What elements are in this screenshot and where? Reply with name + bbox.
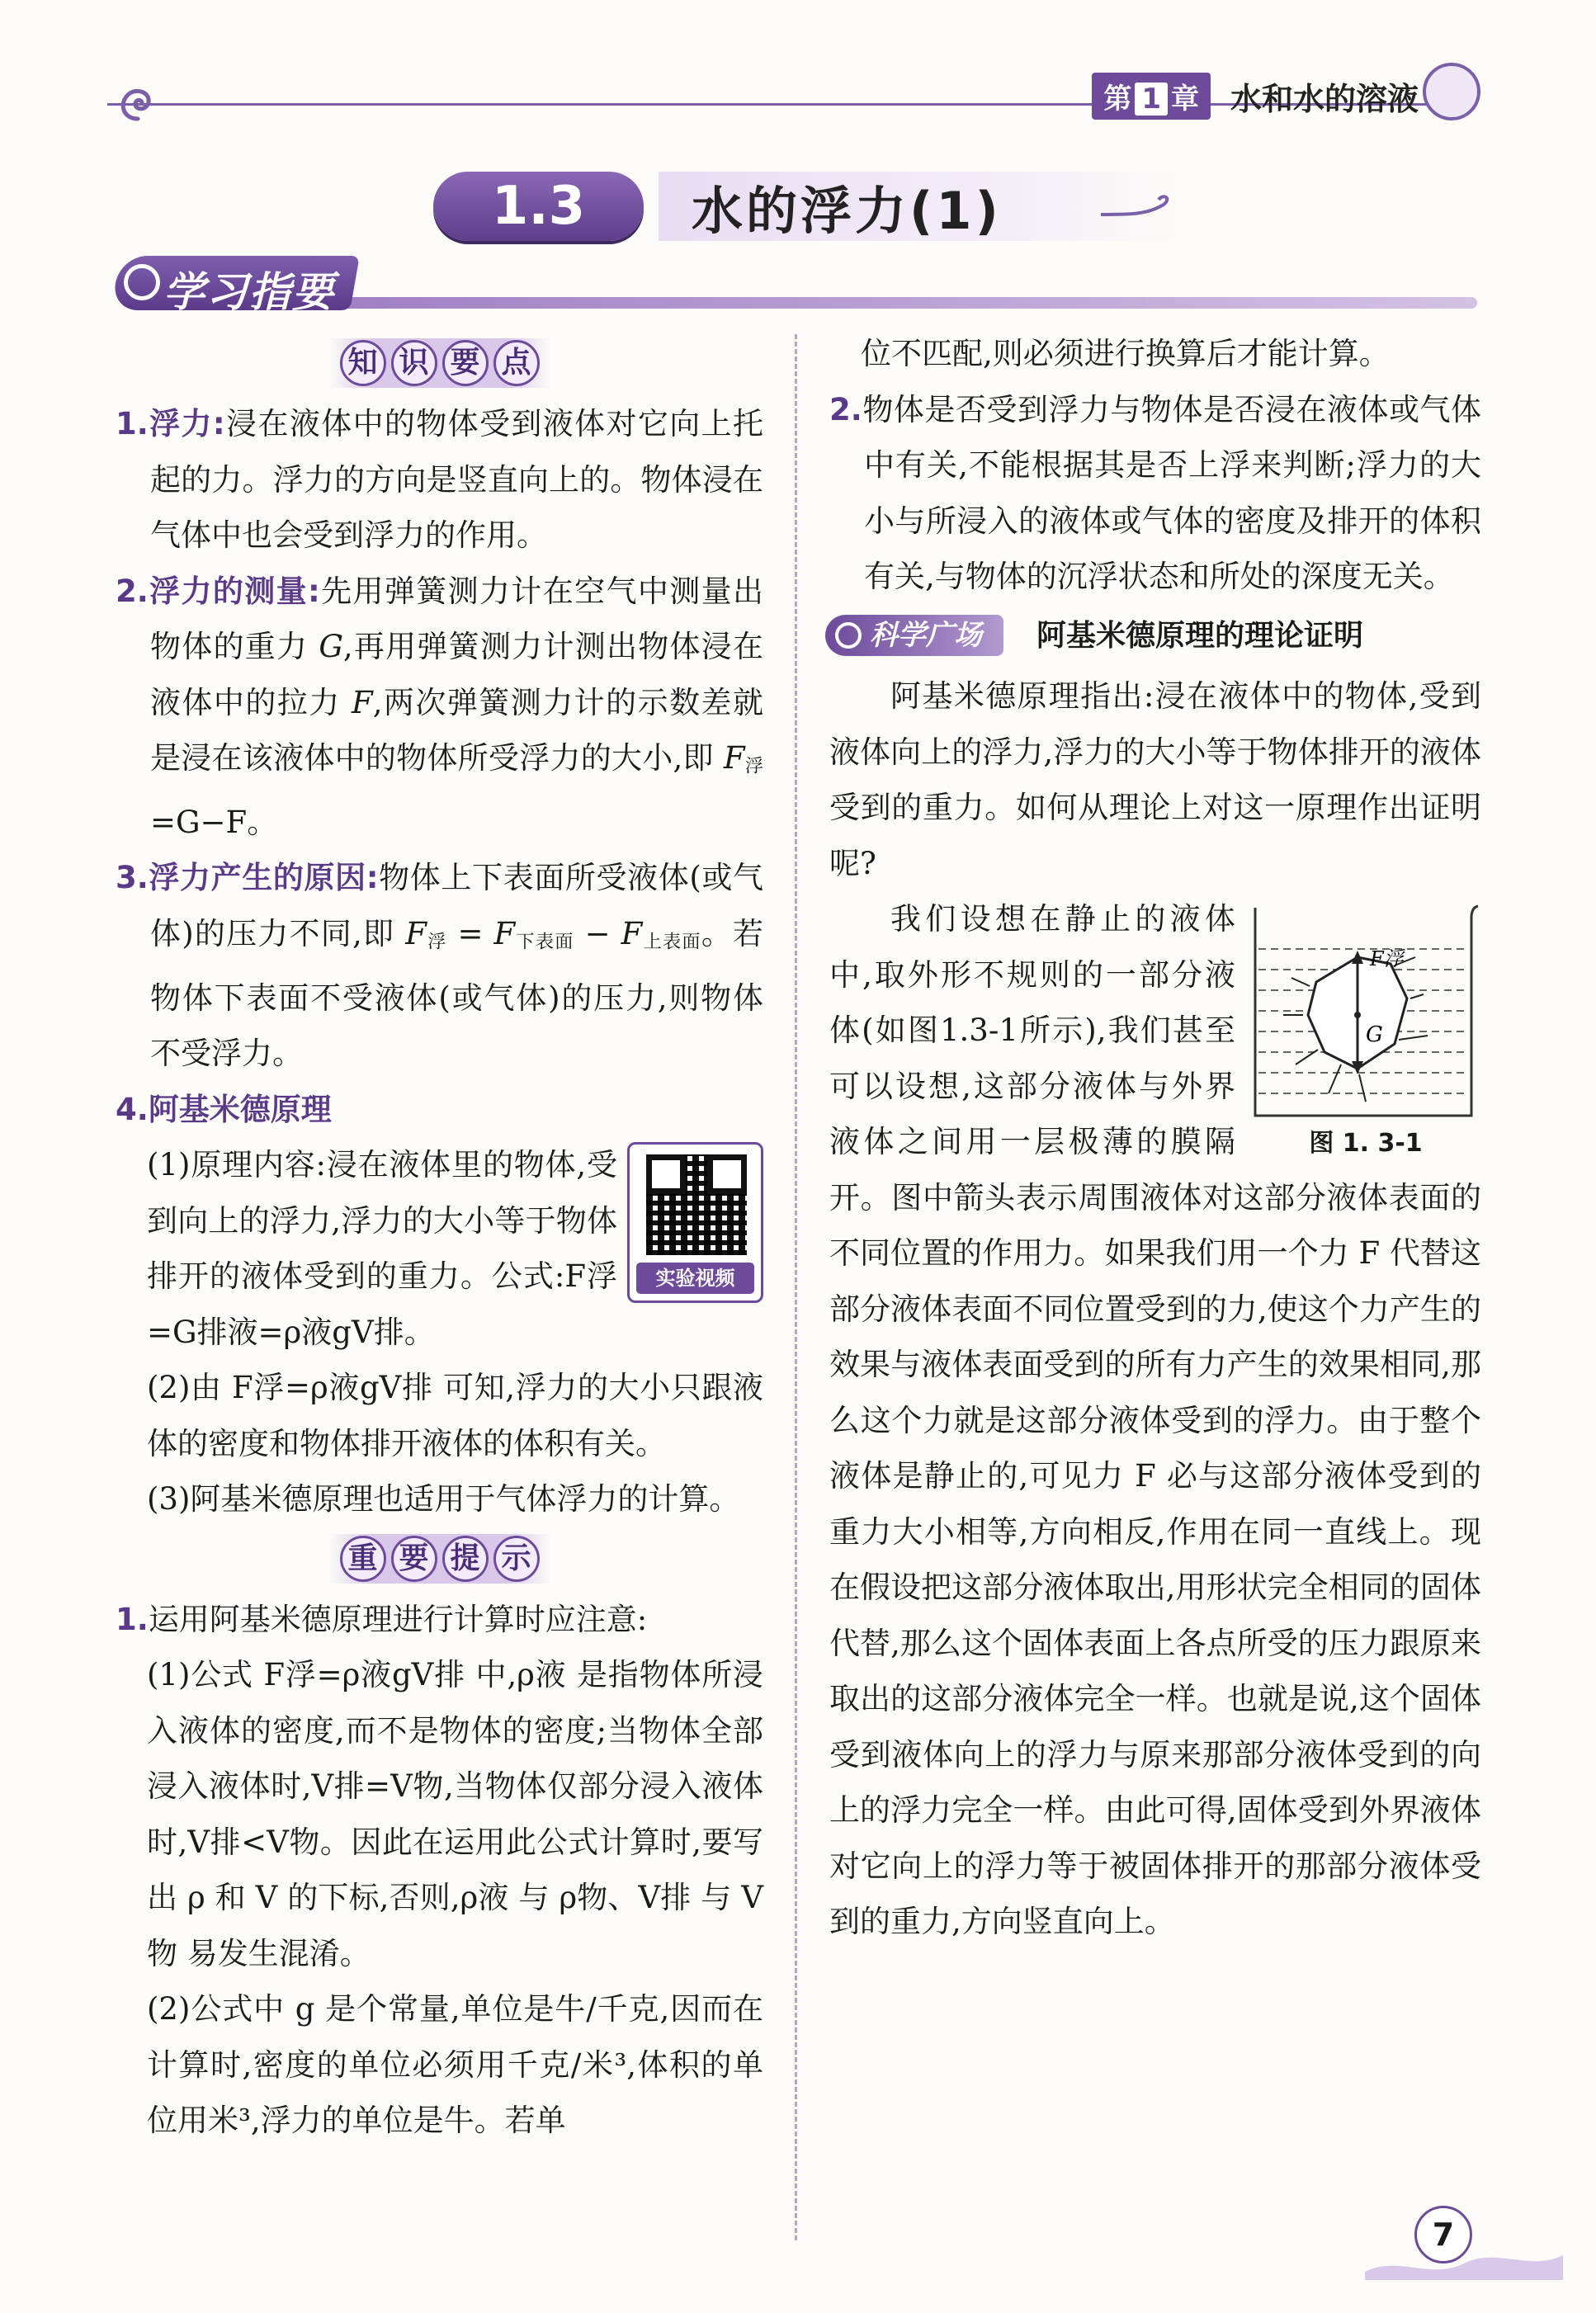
tip-1-continued: 位不匹配,则必须进行换算后才能计算。 <box>861 336 1390 371</box>
section-title-block <box>433 169 1187 243</box>
left-column <box>116 334 763 2149</box>
svg-text:F浮: F浮 <box>1370 947 1404 970</box>
banner-label: 学习指要 <box>163 268 335 316</box>
archimedes-formula-note: (2)由 F浮=ρ液gV排 可知,浮力的大小只跟液体的密度和物体排开液体的体积有关。 <box>147 1370 763 1461</box>
study-guide-banner <box>116 256 1477 314</box>
banner-bar <box>330 297 1477 309</box>
key-tips-heading: 重 要 提 示 <box>116 1534 763 1584</box>
archimedes-gas-note: (3)阿基米德原理也适用于气体浮力的计算。 <box>147 1481 740 1518</box>
title-swirl-icon <box>1098 190 1180 223</box>
archimedes-content: (1)原理内容:浸在液体里的物体,受到向上的浮力,浮力的大小等于物体排开的液体受到的重力。公式:F浮=G排液=ρ液gV排。 <box>147 1147 617 1350</box>
svg-text:G: G <box>1366 1022 1383 1047</box>
chapter-title: 水和水的溶液 <box>1230 81 1419 117</box>
tip-item-2: 2.物体是否受到浮力与物体是否浸在液体或气体中有关,不能根据其是否上浮来判断;浮力的大小与所浸入的液体或气体的密度及排开的体积有关,与物体的沉浮状态和所处的深度无关。 <box>829 391 1481 594</box>
knowledge-item-3: 3.浮力产生的原因:物体上下表面所受液体(或气体)的压力不同,即 $F_浮 = F_{下表面} - F_{上表面}$。若物体下表面不受液体(或气体)的压力,则物体不受浮力。 <box>116 860 764 1072</box>
figure-caption: 图 1. 3-1 <box>1309 1129 1423 1158</box>
knowledge-item-1: 1.浮力:浸在液体中的物体受到液体对它向上托起的力。浮力的方向是竖直向上的。物体浸在气体中也会受到浮力的作用。 <box>116 406 763 553</box>
chapter-header <box>1092 73 1419 120</box>
section-number: 1.3 <box>433 172 644 241</box>
liquid-beaker-diagram <box>1250 899 1481 1122</box>
publisher-logo-icon <box>1423 63 1480 120</box>
tip-item-1: 1.运用阿基米德原理进行计算时应注意: <box>116 1601 648 1637</box>
tip-1-part-1: (1)公式 F浮=ρ液gV排 中,ρ液 是指物体所浸入液体的密度,而不是物体的密度;当物体全部浸入液体时,V排=V物,当物体仅部分浸入液体时,V排<V物。因此在运用此公式计算时,要写出 ρ 和 V 的下标,否则,ρ液 与 ρ物、V排 与 V物 易发生混淆。 <box>147 1657 763 1971</box>
knowledge-item-2: 2.浮力的测量:先用弹簧测力计在空气中测量出物体的重力 G,再用弹簧测力计测出物体浸在液体中的拉力 F,两次弹簧测力计的示数差就是浸在该液体中的物体所受浮力的大小,即 $F_浮=G-F$。 <box>116 573 764 840</box>
experiment-video-qr[interactable] <box>627 1142 763 1303</box>
right-column <box>829 326 1481 1950</box>
qr-label: 实验视频 <box>636 1263 754 1294</box>
section-title: 水的浮力(1) <box>659 172 1187 241</box>
science-square-tag: 科学广场 <box>825 615 1003 656</box>
page-number: 7 <box>1414 2206 1472 2263</box>
guide-icon <box>124 264 160 300</box>
qr-code-icon <box>646 1154 747 1255</box>
chapter-tag: 第 1 章 <box>1092 73 1211 120</box>
figure-1-3-1 <box>1250 899 1481 1160</box>
science-icon <box>835 622 862 649</box>
knowledge-points-heading: 知 识 要 点 <box>116 338 763 388</box>
science-square-title: 阿基米德原理的理论证明 <box>1036 618 1364 653</box>
column-divider <box>795 334 797 2240</box>
knowledge-item-4: 4.阿基米德原理 <box>116 1091 332 1127</box>
science-paragraph-2: 我们设想在静止的液体中,取外形不规则的一部分液体(如图1.3-1所示),我们甚至可以设想,这部分液体与外界液体之间用一层极薄的膜隔开。图中箭头表示周围液体对这部分液体表面的不同位置的作用力。如果我们用一个力 F 代替这部分液体表面不同位置受到的力,使这个力产生的效果与液体表面受到的所有力产生的效果相同,那么这个力就是这部分液体受到的浮力。由于整个液体是静止的,可见力 F 必与这部分液体受到的重力大小相等,方向相反,作用在同一直线上。现在假设把这部分液体取出,用形状完全相同的固体代替,那么这个固体表面上各点所受的压力跟原来取出的这部分液体完全一样。也就是说,这个固体受到液体向上的浮力与原来那部分液体受到的向上的浮力完全一样。由此可得,固体受到外界液体对它向上的浮力等于被固体排开的那部分液体受到的重力,方向竖直向上。 <box>829 901 1481 1939</box>
tip-1-part-2: (2)公式中 g 是个常量,单位是牛/千克,因而在计算时,密度的单位必须用千克/米³,体积的单位用米³,浮力的单位是牛。若单 <box>147 1991 763 2139</box>
science-square-heading <box>825 608 1481 664</box>
science-paragraph-1: 阿基米德原理指出:浸在液体中的物体,受到液体向上的浮力,浮力的大小等于物体排开的液体受到的重力。如何从理论上对这一原理作出证明呢? <box>829 678 1481 881</box>
